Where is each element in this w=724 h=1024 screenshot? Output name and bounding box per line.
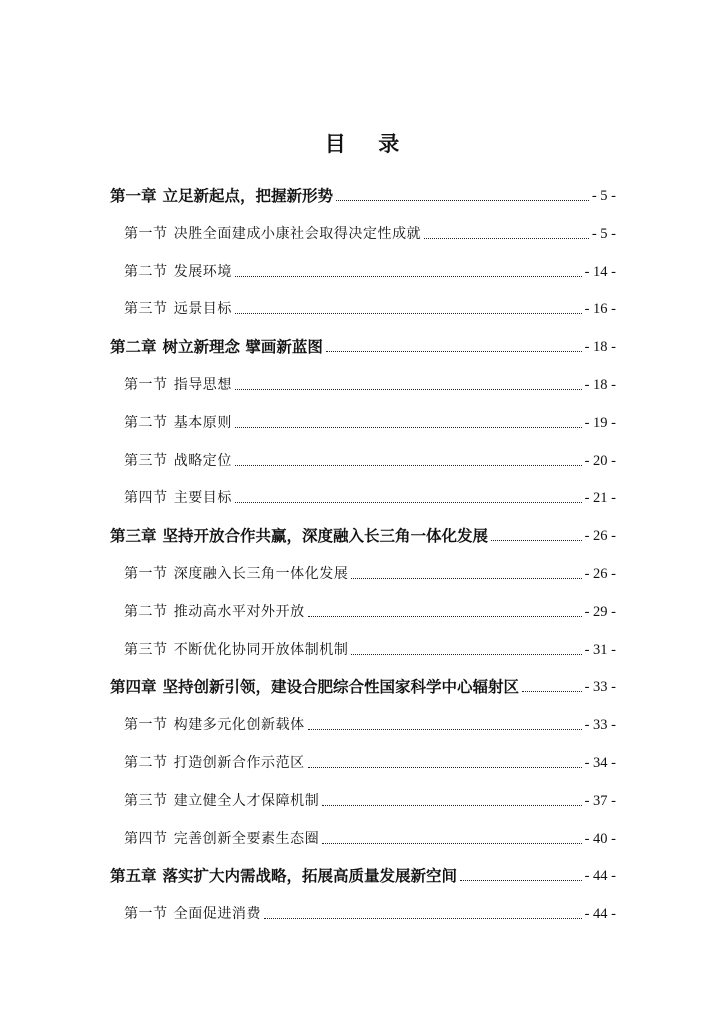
- toc-chapter-entry[interactable]: [110, 860, 616, 886]
- page-number: - 20 -: [584, 452, 616, 469]
- dot-leader: [308, 766, 582, 768]
- dot-leader: [424, 237, 589, 239]
- toc-section-entry[interactable]: [124, 785, 616, 811]
- dot-leader: [522, 690, 582, 692]
- toc-section-entry[interactable]: [124, 747, 616, 773]
- section-title: 推动高水平对外开放: [173, 603, 305, 620]
- dot-leader: [336, 199, 589, 201]
- section-title: 战略定位: [173, 452, 232, 469]
- dot-leader: [351, 653, 581, 655]
- toc-chapter-entry[interactable]: [110, 671, 616, 697]
- dot-leader: [264, 917, 582, 919]
- section-number: 第一节: [124, 906, 168, 923]
- dot-leader: [322, 842, 581, 844]
- section-title: 指导思想: [173, 377, 232, 393]
- page-number: - 19 -: [584, 414, 616, 431]
- page-number: - 44 -: [584, 906, 616, 923]
- section-title: 打造创新合作示范区: [173, 755, 305, 771]
- toc-chapter-entry[interactable]: [110, 520, 616, 546]
- section-title: 完善创新全要素生态圈: [173, 830, 320, 847]
- section-title: 深度融入长三角一体化发展: [173, 566, 349, 582]
- page-number: - 40 -: [584, 830, 616, 847]
- section-title: 基本原则: [173, 414, 232, 431]
- section-title: 远景目标: [173, 301, 232, 318]
- dot-leader: [460, 879, 582, 881]
- dot-leader: [235, 312, 582, 314]
- chapter-number: 第四章: [110, 678, 157, 697]
- toc-chapter-entry[interactable]: [110, 180, 616, 206]
- chapter-number: 第五章: [110, 867, 157, 886]
- page-number: - 29 -: [584, 603, 616, 620]
- page-number: - 26 -: [584, 528, 616, 545]
- section-title: 构建多元化创新载体: [173, 717, 305, 734]
- dot-leader: [235, 275, 582, 277]
- page-number: - 14 -: [584, 263, 616, 280]
- page-number: - 33 -: [584, 679, 616, 696]
- toc-title: 目 录: [324, 132, 412, 156]
- toc-section-entry[interactable]: [124, 445, 616, 471]
- toc-section-entry[interactable]: [124, 218, 616, 244]
- chapter-title: 立足新起点，把握新形势: [162, 187, 334, 205]
- section-title: 不断优化协同开放体制机制: [173, 641, 349, 658]
- section-number: 第二节: [124, 755, 168, 771]
- toc-section-entry[interactable]: [124, 407, 616, 433]
- page-number: - 21 -: [584, 490, 616, 507]
- chapter-title: 落实扩大内需战略，拓展高质量发展新空间: [162, 867, 458, 886]
- chapter-number: 第一章: [110, 187, 157, 205]
- section-number: 第二节: [124, 263, 168, 280]
- page-number: - 37 -: [584, 792, 616, 809]
- page-number: - 26 -: [584, 566, 616, 582]
- toc-section-entry[interactable]: [124, 596, 616, 622]
- toc-section-entry[interactable]: [124, 823, 616, 849]
- dot-leader: [351, 577, 581, 579]
- toc-section-entry[interactable]: [124, 634, 616, 660]
- section-number: 第三节: [124, 641, 168, 658]
- dot-leader: [308, 615, 582, 617]
- page-number: - 44 -: [584, 868, 616, 885]
- section-number: 第四节: [124, 830, 168, 847]
- dot-leader: [322, 804, 581, 806]
- section-title: 发展环境: [173, 263, 232, 280]
- page-number: - 5 -: [591, 188, 616, 204]
- page-number: - 18 -: [584, 377, 616, 393]
- section-number: 第四节: [124, 490, 168, 507]
- toc-chapter-entry[interactable]: [110, 331, 616, 357]
- page-number: - 5 -: [591, 225, 616, 242]
- section-title: 决胜全面建成小康社会取得决定性成就: [173, 225, 422, 242]
- chapter-number: 第三章: [110, 527, 157, 546]
- section-number: 第三节: [124, 452, 168, 469]
- dot-leader: [235, 426, 582, 428]
- section-number: 第三节: [124, 301, 168, 318]
- section-number: 第二节: [124, 414, 168, 431]
- toc-section-entry[interactable]: [124, 898, 616, 924]
- toc-section-entry[interactable]: [124, 482, 616, 508]
- section-number: 第三节: [124, 792, 168, 809]
- section-number: 第一节: [124, 566, 168, 582]
- section-title: 主要目标: [173, 490, 232, 507]
- toc-section-entry[interactable]: [124, 293, 616, 319]
- page-number: - 33 -: [584, 717, 616, 734]
- section-number: 第一节: [124, 377, 168, 393]
- dot-leader: [491, 539, 582, 541]
- section-title: 建立健全人才保障机制: [173, 792, 320, 809]
- dot-leader: [235, 388, 582, 390]
- dot-leader: [326, 350, 582, 352]
- page-number: - 18 -: [584, 339, 616, 356]
- toc-section-entry[interactable]: [124, 558, 616, 584]
- chapter-title: 坚持创新引领，建设合肥综合性国家科学中心辐射区: [162, 678, 520, 697]
- chapter-number: 第二章: [110, 338, 157, 357]
- page-number: - 34 -: [584, 755, 616, 771]
- section-number: 第二节: [124, 603, 168, 620]
- chapter-title: 树立新理念 擘画新蓝图: [162, 338, 323, 357]
- page-number: - 16 -: [584, 301, 616, 318]
- page-number: - 31 -: [584, 641, 616, 658]
- chapter-title: 坚持开放合作共赢，深度融入长三角一体化发展: [162, 527, 489, 546]
- toc-section-entry[interactable]: [124, 709, 616, 735]
- section-title: 全面促进消费: [173, 906, 262, 923]
- toc-section-entry[interactable]: [124, 369, 616, 395]
- section-number: 第一节: [124, 225, 168, 242]
- toc-section-entry[interactable]: [124, 256, 616, 282]
- section-number: 第一节: [124, 717, 168, 734]
- dot-leader: [235, 464, 582, 466]
- dot-leader: [235, 501, 582, 503]
- dot-leader: [308, 728, 582, 730]
